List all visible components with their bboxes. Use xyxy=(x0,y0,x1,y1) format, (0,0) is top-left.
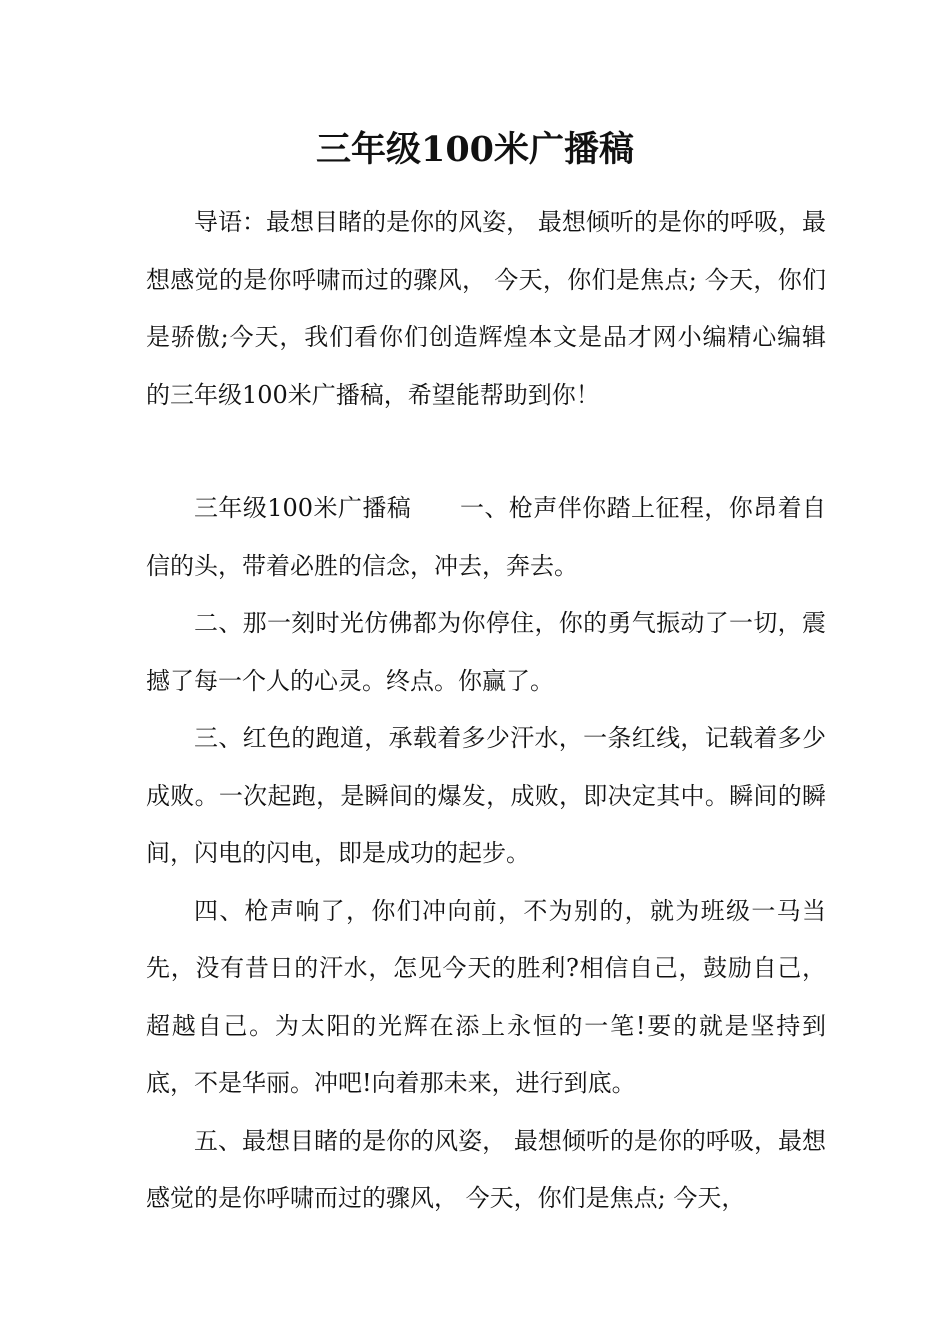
paragraph-3: 三、红色的跑道，承载着多少汗水，一条红线，记载着多少成败。一次起跑，是瞬间的爆发，成败，即决定其中。瞬间的瞬间，闪电的闪电，即是成功的起步。 xyxy=(146,724,826,867)
paragraph-intro: 导语：最想目睹的是你的风姿， 最想倾听的是你的呼吸，最想感觉的是你呼啸而过的骤风， 今天，你们是焦点; 今天，你们是骄傲;今天，我们看你们创造辉煌本文是品才网小编精心编辑的三年级100米广播稿，希望能帮助到你！ xyxy=(146,208,826,409)
paragraph-4: 四、枪声响了，你们冲向前，不为别的，就为班级一马当先，没有昔日的汗水，怎见今天的胜利?相信自己，鼓励自己，超越自己。为太阳的光辉在添上永恒的一笔!要的就是坚持到底，不是华丽。冲吧!向着那未来，进行到底。 xyxy=(146,896,826,1097)
document-body xyxy=(146,194,826,1228)
paragraph-2: 二、那一刻时光仿佛都为你停住，你的勇气振动了一切，震撼了每一个人的心灵。终点。你赢了。 xyxy=(146,609,826,695)
paragraph-5: 五、最想目睹的是你的风姿， 最想倾听的是你的呼吸，最想感觉的是你呼啸而过的骤风， 今天，你们是焦点; 今天， xyxy=(146,1126,826,1212)
paragraph-1: 三年级100米广播稿 一、枪声伴你踏上征程，你昂着自信的头，带着必胜的信念，冲去，奔去。 xyxy=(146,494,826,580)
paragraph-gap xyxy=(146,424,826,480)
document-title: 三年级100米广播稿 xyxy=(315,129,635,170)
